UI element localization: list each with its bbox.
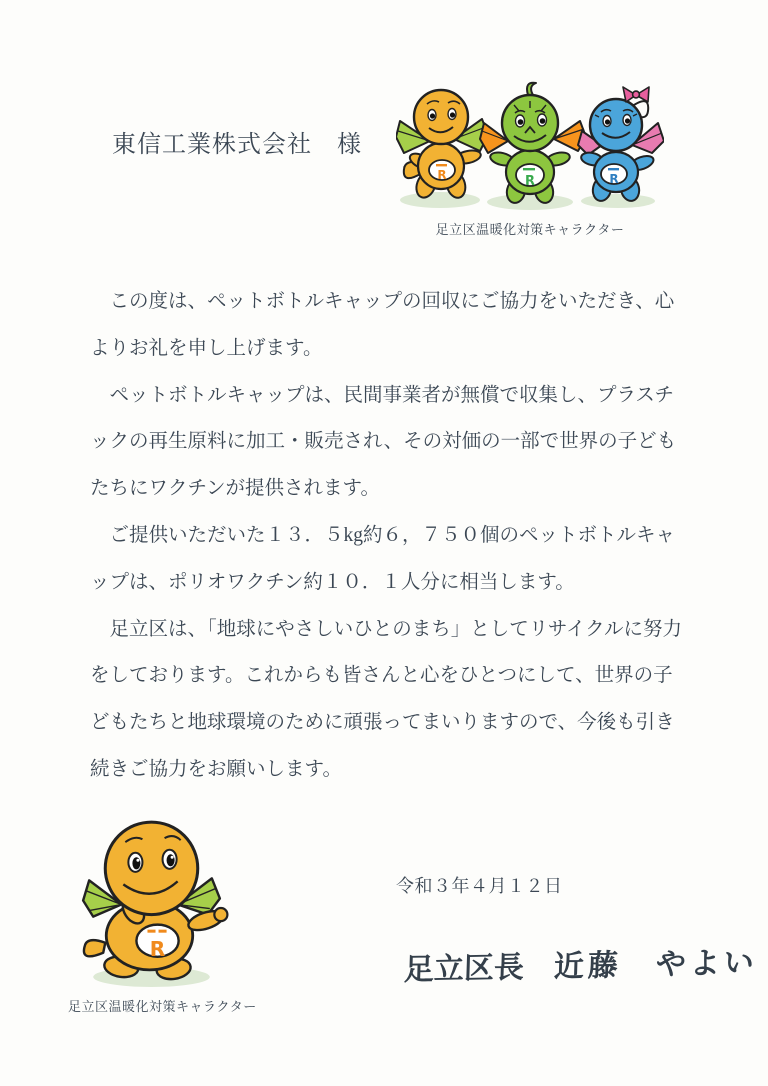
mascots-caption-top: 足立区温暖化対策キャラクター (435, 222, 625, 237)
recycle-r-badge: R (149, 936, 166, 961)
letter-body-line: よりお礼を申し上げます。 (90, 337, 323, 359)
yellow-dragon-mascot (396, 90, 488, 200)
signature-title: 足立区長 (403, 951, 525, 987)
letter-body-line: 足立区は、「地球にやさしいひとのまち」としてリサイクルに努力 (90, 618, 683, 640)
letter-body-line: をしております。これからも皆さんと心をひとつにして、世界の子 (90, 665, 673, 687)
letter-body-line: ご提供いただいた１３．５kg約６，７５０個のペットボトルキャ (90, 524, 676, 546)
recipient-name: 東信工業株式会社 様 (112, 132, 362, 158)
letter-body-line: ップは、ポリオワクチン約１０．１人分に相当します。 (90, 571, 575, 593)
mascots-caption-bottom: 足立区温暖化対策キャラクター (68, 999, 257, 1014)
blue-dragon-mascot (578, 87, 664, 203)
mascots-trio-illustration (396, 78, 664, 212)
mascot-shadow (581, 194, 655, 208)
letter-body-line: この度は、ペットボトルキャップの回収にご協力をいただき、心 (90, 291, 675, 312)
letter-body-line: 続きご協力をお願いします。 (90, 758, 342, 780)
recycle-r-badge: R (437, 168, 447, 182)
signature-name: 近藤 やよい (553, 946, 759, 984)
letter-body-line: ペットボトルキャップは、民間事業者が無償で収集し、プラスチ (90, 384, 675, 406)
yellow-dragon-illustration-bottom (68, 808, 236, 994)
letter-body-line: ックの再生原料に加工・販売され、その対価の一部で世界の子ども (90, 431, 677, 453)
letter-body-line: どもたちと地球環境のために頑張ってまいりますので、今後も引き (90, 712, 675, 734)
recycle-r-badge: R (524, 174, 536, 189)
green-dragon-mascot (480, 83, 586, 205)
hair-bow-icon (623, 87, 649, 102)
mascot-shadow (487, 194, 573, 210)
mascot-shadow (400, 192, 480, 208)
letter-body (90, 279, 690, 794)
letter-date: 令和３年４月１２日 (396, 876, 563, 896)
letter-body-line: たちにワクチンが提供されます。 (90, 478, 380, 500)
signature (403, 937, 758, 988)
recycle-r-badge: R (609, 172, 619, 186)
